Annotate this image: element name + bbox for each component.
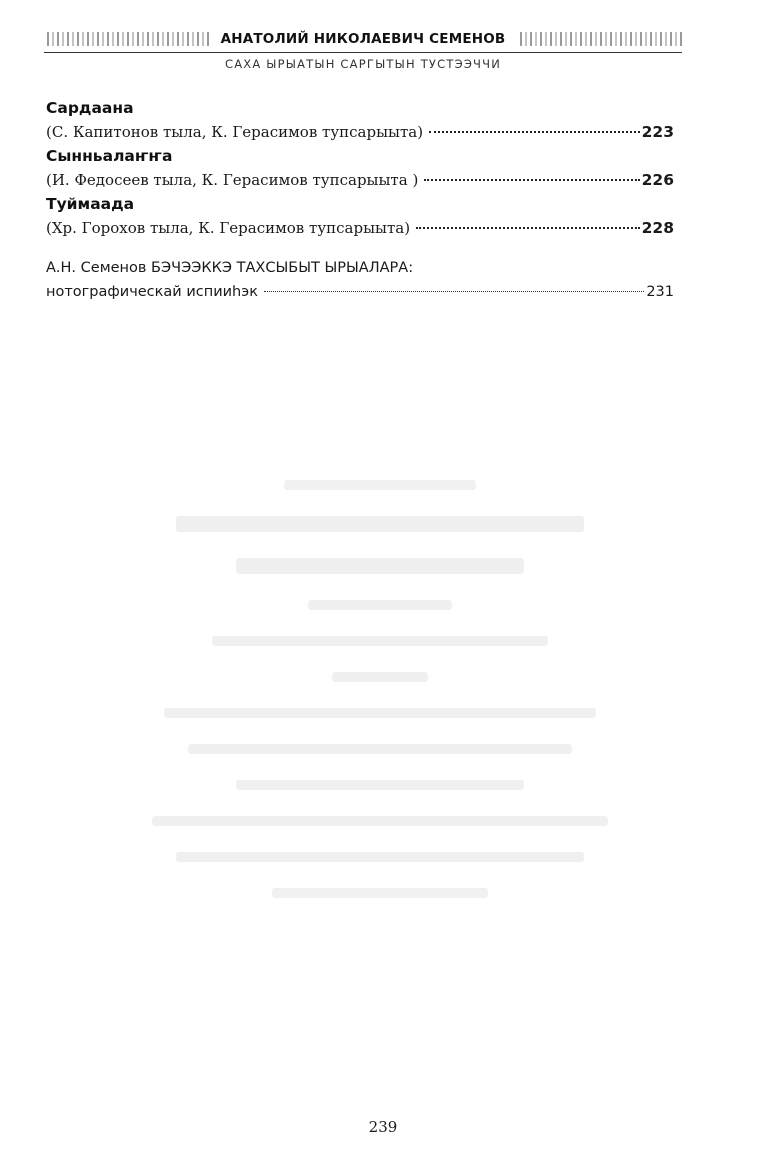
dot-leader [264, 291, 644, 292]
appendix-line [46, 280, 674, 304]
appendix-title: А.Н. Семенов БЭЧЭЭККЭ ТАХСЫБЫТ ЫРЫАЛАРА: [46, 260, 414, 276]
toc-entry-line [46, 168, 674, 192]
toc-entry-page: 223 [641, 123, 674, 141]
author-name: АНАТОЛИЙ НИКОЛАЕВИЧ СЕМЕНОВ [220, 31, 506, 47]
toc-entry-detail: (И. Федосеев тыла, К. Герасимов тупсарыыта ) [46, 171, 419, 189]
appendix-detail: нотографическай испииһэк [46, 284, 258, 300]
toc-entry-detail: (Хр. Горохов тыла, К. Герасимов тупсарыыта) [46, 219, 411, 237]
toc-entry-line [46, 216, 674, 240]
toc-entry-title: Сардаана [46, 99, 134, 117]
running-header [44, 28, 682, 71]
toc-entry [46, 192, 674, 240]
page-number: 239 [368, 1118, 398, 1136]
toc-entry [46, 96, 674, 144]
header-row [44, 28, 682, 50]
ornament-left-icon [44, 32, 209, 46]
toc-entry [46, 144, 674, 192]
toc-appendix-entry [46, 256, 674, 304]
toc-entry-page: 226 [641, 171, 674, 189]
dot-leader [424, 179, 639, 181]
toc-entry-title: Сынньалаҥҥа [46, 147, 173, 165]
toc-entry-page: 228 [641, 219, 674, 237]
dot-leader [416, 227, 640, 229]
table-of-contents [46, 96, 674, 304]
toc-entry-line [46, 120, 674, 144]
dot-leader [429, 131, 640, 133]
header-divider [44, 52, 682, 53]
show-through-bleed [140, 480, 620, 1080]
toc-entry-detail: (С. Капитонов тыла, К. Герасимов тупсарыыта) [46, 123, 424, 141]
appendix-page: 231 [646, 284, 674, 300]
toc-entry-title: Туймаада [46, 195, 135, 213]
book-subtitle: САХА ЫРЫАТЫН САРГЫТЫН ТУСТЭЭЧЧИ [224, 57, 502, 71]
ornament-right-icon [517, 32, 682, 46]
